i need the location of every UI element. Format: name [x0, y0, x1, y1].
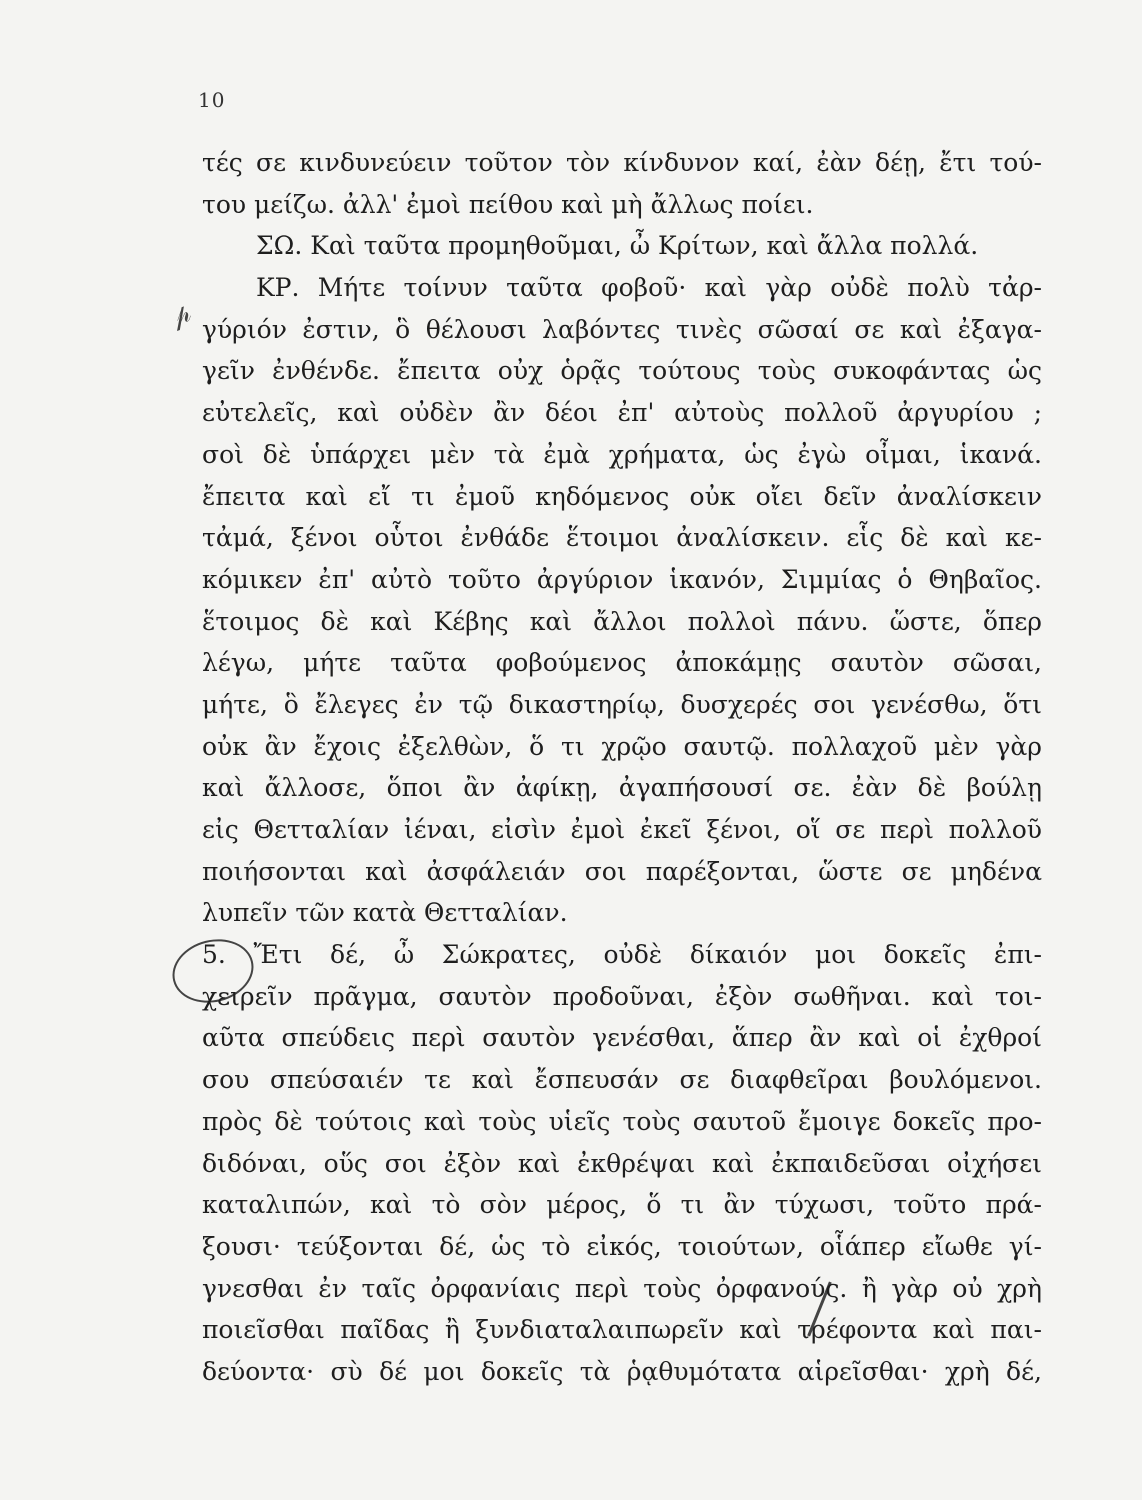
text-line: μήτε, ὃ ἔλεγες ἐν τῷ δικαστηρίῳ, δυσχερές σοι γενέσθω, ὅτι	[202, 689, 1042, 719]
text-line: 5. Ἔτι δέ, ὦ Σώκρατες, οὐδὲ δίκαιόν μοι δοκεῖς ἐπι-	[202, 940, 1042, 970]
text-line: διδόναι, οὕς σοι ἐξὸν καὶ ἐκθρέψαι καὶ ἐκπαιδεῦσαι οἰχήσει	[202, 1148, 1042, 1178]
text-line: λυπεῖν τῶν κατὰ Θετταλίαν.	[202, 898, 568, 928]
greek-text-body	[202, 142, 1042, 1393]
text-line: οὐκ ἂν ἔχοις ἐξελθὼν, ὅ τι χρῷο σαυτῷ. πολλαχοῦ μὲν γὰρ	[202, 731, 1042, 761]
text-line: ΚΡ. Μήτε τοίνυν ταῦτα φοβοῦ· καὶ γὰρ οὐδὲ πολὺ τἀρ-	[256, 273, 1042, 303]
text-line: καὶ ἄλλοσε, ὅποι ἂν ἀφίκῃ, ἀγαπήσουσί σε. ἐὰν δὲ βούλῃ	[202, 773, 1042, 803]
text-line: σοὶ δὲ ὑπάρχει μὲν τὰ ἐμὰ χρήματα, ὡς ἐγὼ οἶμαι, ἱκανά.	[202, 439, 1042, 469]
text-line: τές σε κινδυνεύειν τοῦτον τὸν κίνδυνον καί, ἐὰν δέῃ, ἔτι τού-	[202, 148, 1042, 177]
page-number: 10	[198, 88, 226, 112]
text-line: καταλιπών, καὶ τὸ σὸν μέρος, ὅ τι ἂν τύχωσι, τοῦτο πρά-	[202, 1190, 1042, 1220]
text-line: δεύοντα· σὺ δέ μοι δοκεῖς τὰ ῥᾳθυμότατα αἱρεῖσθαι· χρὴ δέ,	[202, 1356, 1042, 1386]
text-line: ξουσι· τεύξονται δέ, ὡς τὸ εἰκός, τοιούτων, οἷάπερ εἴωθε γί-	[202, 1231, 1042, 1261]
handwritten-margin-mark: 𝓅	[167, 297, 195, 333]
text-line: πρὸς δὲ τούτοις καὶ τοὺς υἱεῖς τοὺς σαυτοῦ ἔμοιγε δοκεῖς προ-	[202, 1106, 1042, 1136]
text-line: τἀμά, ξένοι οὗτοι ἐνθάδε ἕτοιμοι ἀναλίσκειν. εἷς δὲ καὶ κε-	[202, 523, 1042, 553]
text-line: σου σπεύσαιέν τε καὶ ἔσπευσάν σε διαφθεῖραι βουλόμενοι.	[202, 1065, 1042, 1095]
text-line: ποιήσονται καὶ ἀσφάλειάν σοι παρέξονται, ὥστε σε μηδένα	[202, 856, 1042, 886]
text-line: εὐτελεῖς, καὶ οὐδὲν ἂν δέοι ἐπ' αὐτοὺς πολλοῦ ἀργυρίου ;	[202, 398, 1042, 428]
text-line: χειρεῖν πρᾶγμα, σαυτὸν προδοῦναι, ἐξὸν σωθῆναι. καὶ τοι-	[202, 981, 1042, 1011]
text-line: ποιεῖσθαι παῖδας ἢ ξυνδιαταλαιπωρεῖν καὶ τρέφοντα καὶ παι-	[202, 1315, 1042, 1345]
text-line: λέγω, μήτε ταῦτα φοβούμενος ἀποκάμῃς σαυτὸν σῶσαι,	[202, 648, 1042, 678]
text-line: γεῖν ἐνθένδε. ἔπειτα οὐχ ὁρᾷς τούτους τοὺς συκοφάντας ὡς	[202, 356, 1042, 386]
text-line: ΣΩ. Καὶ ταῦτα προμηθοῦμαι, ὦ Κρίτων, καὶ ἄλλα πολλά.	[256, 231, 979, 261]
text-line: εἰς Θετταλίαν ἰέναι, εἰσὶν ἐμοὶ ἐκεῖ ξένοι, οἵ σε περὶ πολλοῦ	[202, 815, 1042, 844]
text-line: γύριόν ἐστιν, ὃ θέλουσι λαβόντες τινὲς σῶσαί σε καὶ ἐξαγα-	[202, 314, 1042, 344]
text-line: αῦτα σπεύδεις περὶ σαυτὸν γενέσθαι, ἅπερ ἂν καὶ οἱ ἐχθροί	[202, 1023, 1042, 1053]
text-line: ἕτοιμος δὲ καὶ Κέβης καὶ ἄλλοι πολλοὶ πάνυ. ὥστε, ὅπερ	[202, 606, 1042, 636]
text-line: γνεσθαι ἐν ταῖς ὀρφανίαις περὶ τοὺς ὀρφανούς. ἢ γὰρ οὐ χρὴ	[202, 1273, 1042, 1303]
text-line: κόμικεν ἐπ' αὐτὸ τοῦτο ἀργύριον ἱκανόν, Σιμμίας ὁ Θηβαῖος.	[202, 564, 1042, 594]
text-line: του μείζω. ἀλλ' ἐμοὶ πείθου καὶ μὴ ἄλλως ποίει.	[202, 189, 814, 219]
text-line: ἔπειτα καὶ εἴ τι ἐμοῦ κηδόμενος οὐκ οἴει δεῖν ἀναλίσκειν	[202, 481, 1042, 511]
